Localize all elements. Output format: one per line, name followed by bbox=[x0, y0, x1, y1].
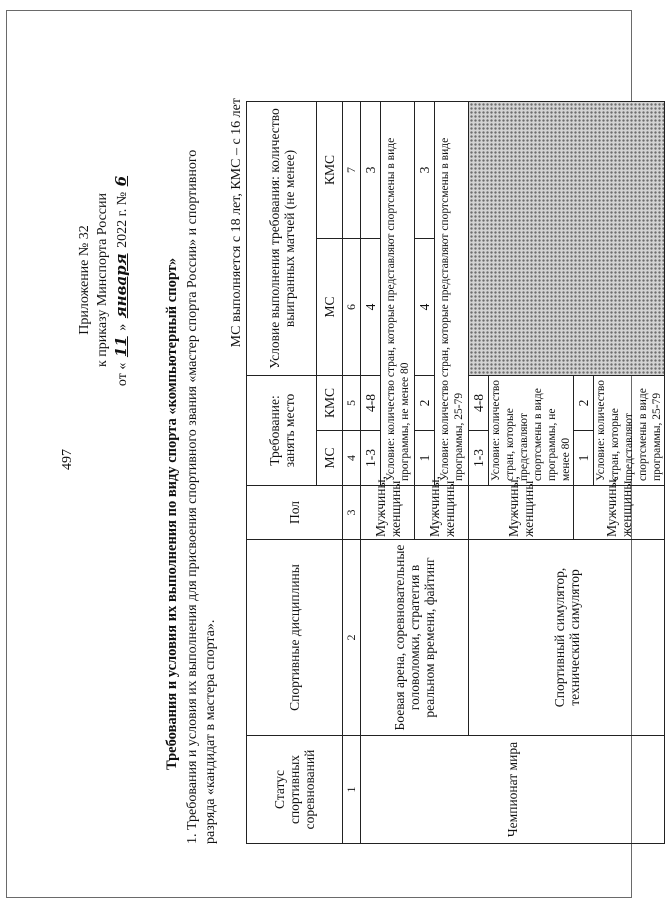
shaded-empty-cell bbox=[469, 102, 665, 376]
condition-cell: Условие: количество стран, которые представляют спортсмены в виде программы, не менее 80 bbox=[381, 102, 415, 486]
document-title: Требования и условия их выполнения по виду спорта «компьютерный спорт» bbox=[164, 257, 180, 770]
header-ms-wins: МС bbox=[317, 239, 343, 376]
gender-cell: Мужчины, женщины bbox=[469, 486, 574, 540]
intro-paragraph bbox=[184, 90, 220, 844]
document-body bbox=[34, 90, 663, 870]
gender-cell: Мужчины, женщины bbox=[361, 486, 415, 540]
condition-cell: Условие: количество стран, которые представляют спортсмены в виде программы, 25-79 bbox=[435, 102, 469, 486]
header-wins-requirement: Условие выполнения требования: количество выигранных матчей (не менее) bbox=[247, 102, 317, 376]
ms-place-cell: 1 bbox=[574, 431, 594, 486]
header-disciplines: Спортивные дисциплины bbox=[247, 540, 343, 736]
ms-wins-cell: 4 bbox=[415, 239, 435, 376]
date-year: 2022 bbox=[115, 219, 130, 248]
table-row bbox=[361, 102, 381, 844]
kms-place-cell: 2 bbox=[574, 376, 594, 431]
status-cell: Чемпионат мира bbox=[361, 736, 665, 844]
intro-line-2: разряда «кандидат в мастера спорта». bbox=[203, 619, 218, 844]
header-kms-wins: КМС bbox=[317, 102, 343, 239]
requirements-table bbox=[246, 101, 665, 844]
ms-place-cell: 1-3 bbox=[469, 431, 489, 486]
kms-place-cell: 2 bbox=[415, 376, 435, 431]
condition-cell: Условие: количество стран, которые представляют спортсмены в виде программы, 25-79 bbox=[594, 376, 665, 486]
header-gender: Пол bbox=[247, 486, 343, 540]
column-number-row bbox=[343, 102, 361, 844]
page-number: 497 bbox=[60, 449, 75, 470]
ms-place-cell: 1-3 bbox=[361, 431, 381, 486]
col-number: 4 bbox=[343, 431, 361, 486]
condition-cell: Условие: количество стран, которые представляют спортсмены в виде программы, не менее 80 bbox=[489, 376, 574, 486]
header-row bbox=[247, 102, 317, 844]
appendix-title: Приложение № 32 bbox=[77, 225, 92, 335]
disciplines-group-1: Боевая арена, соревновательные головоломки, стратегия в реальном времени, файтинг bbox=[361, 540, 469, 736]
col-number: 6 bbox=[343, 239, 361, 376]
col-number: 1 bbox=[343, 736, 361, 844]
order-number-handwritten: 6 bbox=[112, 175, 130, 187]
age-note: МС выполняется с 18 лет, КМС – с 16 лет bbox=[229, 98, 244, 348]
header-status: Статус спортивных соревнований bbox=[247, 736, 343, 844]
table-row bbox=[469, 102, 489, 844]
gender-cell: Мужчины, женщины bbox=[415, 486, 469, 540]
disciplines-group-2: Спортивный симулятор, технический симулятор bbox=[469, 540, 665, 736]
ms-wins-cell: 4 bbox=[361, 239, 381, 376]
kms-place-cell: 4-8 bbox=[361, 376, 381, 431]
date-day-handwritten: 11 bbox=[112, 336, 130, 358]
kms-place-cell: 4-8 bbox=[469, 376, 489, 431]
header-kms-place: КМС bbox=[317, 376, 343, 431]
col-number: 7 bbox=[343, 102, 361, 239]
date-month-handwritten: января bbox=[112, 253, 130, 319]
intro-line-1: 1. Требования и условия их выполнения для присвоения спортивного звания «мастер спорта России» и спортивного bbox=[185, 149, 200, 844]
date-suffix: г. № bbox=[115, 191, 130, 217]
header-place-requirement: Требование: занять место bbox=[247, 376, 317, 486]
appendix-date-line bbox=[112, 130, 132, 430]
ms-place-cell: 1 bbox=[415, 431, 435, 486]
col-number: 2 bbox=[343, 540, 361, 736]
appendix-order-ref: к приказу Минспорта России bbox=[95, 193, 110, 367]
date-prefix: от « bbox=[115, 362, 130, 387]
kms-wins-cell: 3 bbox=[415, 102, 435, 239]
header-ms-place: МС bbox=[317, 431, 343, 486]
appendix-block bbox=[76, 130, 132, 430]
kms-wins-cell: 3 bbox=[361, 102, 381, 239]
date-mid: » bbox=[115, 323, 130, 331]
gender-cell: Мужчины, женщины bbox=[574, 486, 665, 540]
col-number: 5 bbox=[343, 376, 361, 431]
col-number: 3 bbox=[343, 486, 361, 540]
